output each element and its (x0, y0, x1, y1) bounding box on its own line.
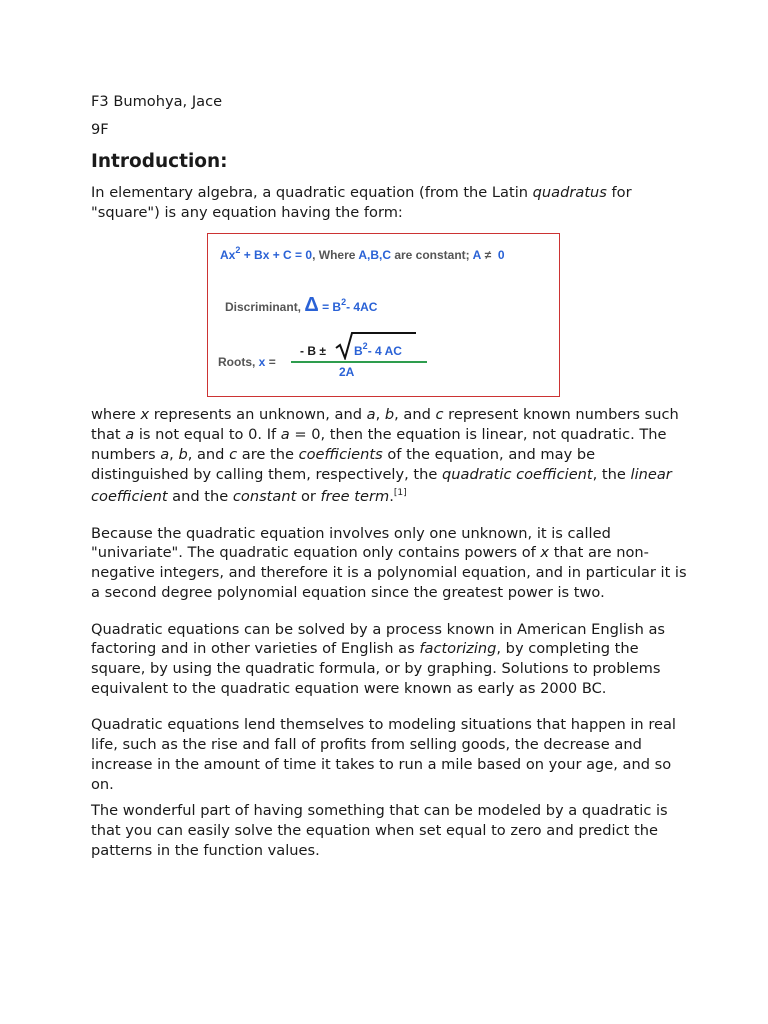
fraction-bar (291, 361, 427, 363)
var-c: c (435, 406, 444, 424)
radicand-rest: - 4 AC (367, 344, 402, 359)
var-a: a (160, 445, 170, 463)
term-quadratic-coefficient: quadratic coefficient (442, 465, 593, 483)
paragraph-univariate (91, 524, 691, 603)
text: , and (187, 445, 230, 463)
var-x: x (140, 406, 150, 424)
formula-not-equal: ≠ (484, 248, 492, 263)
text: is not equal to 0. If (134, 426, 281, 444)
text: and the (167, 488, 233, 506)
roots-label: Roots, (218, 355, 259, 370)
text: , (375, 406, 385, 424)
var-b: b (384, 406, 395, 424)
formula-where: , Where (312, 248, 359, 263)
intro-latin-word: quadratus (532, 184, 607, 201)
var-a: a (280, 426, 290, 444)
text: Quadratic equations can be solved by a process known in American English as factoring and in other varieties of English as (91, 620, 666, 658)
text: . (389, 488, 394, 506)
text: = 0, then the equation is linear, not quadratic. The numbers (91, 426, 667, 463)
text: , by completing the square, by using the quadratic formula, or by graphing. Solutions to problems equivalent to the quadratic equation were known as early as 2000 BC. (91, 640, 661, 697)
class-code: 9F (91, 121, 109, 138)
formula-abc: A,B,C (358, 248, 391, 263)
paragraph-conclusion: The wonderful part of having something that can be modeled by a quadratic is that you can easily solve the equation when set equal to zero and predict the patterns in the function values. (91, 802, 668, 859)
term-linear-coefficient: linear coefficient (91, 465, 672, 506)
formula-a: A (472, 248, 482, 263)
text: represents an unknown, and (149, 406, 367, 424)
text: represent known numbers such that (91, 406, 679, 444)
document-body (91, 92, 691, 860)
discriminant-label: Discriminant, (225, 300, 305, 315)
text: , the (592, 465, 631, 483)
delta-symbol: Δ (304, 294, 319, 317)
citation-ref[interactable]: [1] (393, 488, 407, 499)
formula-zero: 0 (497, 248, 505, 263)
quadratic-formula-image (207, 233, 560, 397)
text: are the (237, 445, 299, 463)
roots-x: x (258, 355, 266, 370)
text: , and (394, 406, 436, 424)
formula-discriminant (225, 294, 377, 317)
term-constant: constant (232, 488, 297, 506)
intro-text-end: for "square") is any equation having the form: (91, 184, 632, 221)
var-a: a (125, 426, 135, 444)
formula-roots-label (218, 355, 276, 369)
discriminant-eq: = B (318, 300, 342, 315)
radicand-exponent: 2 (362, 341, 368, 352)
paragraph-solving (91, 620, 691, 699)
var-a: a (366, 406, 376, 424)
text: that are non-negative integers, and therefore it is a polynomial equation, and in particular it is a second degree polynomial equation since the greatest power is two. (91, 544, 687, 601)
roots-denominator: 2A (339, 365, 355, 380)
section-heading: Introduction: (91, 151, 228, 172)
formula-ax-exponent: 2 (235, 245, 241, 256)
roots-numerator-prefix: - B ± (300, 344, 326, 359)
text: of the equation, and may be distinguished by calling them, respectively, the (91, 445, 596, 483)
paragraph-definitions (91, 405, 691, 506)
var-c: c (229, 445, 238, 463)
roots-eq: = (265, 355, 276, 370)
paragraph-modeling: Quadratic equations lend themselves to modeling situations that happen in real life, such as the rise and fall of profits from selling goods, the decrease and increase in the amount of time it takes to run a mile based on your age, and so on. (91, 716, 676, 793)
text: or (296, 488, 321, 506)
intro-text: In elementary algebra, a quadratic equation (from the Latin (91, 184, 533, 201)
term-coefficients: coefficients (298, 445, 383, 463)
formula-figure (91, 229, 691, 405)
text: where (91, 406, 141, 424)
formula-ax: Ax (220, 248, 236, 263)
var-b: b (178, 445, 188, 463)
text: Because the quadratic equation involves only one unknown, it is called "univariate". The quadratic equation only contains powers of (91, 524, 611, 562)
radicand-b: B (354, 344, 363, 359)
discriminant-rest: - 4AC (346, 300, 378, 315)
text: , (169, 445, 179, 463)
formula-general-form (220, 245, 505, 263)
formula-are-constant: are constant; (390, 248, 473, 263)
formula-terms: + Bx + C = 0 (240, 248, 313, 263)
intro-paragraph (91, 183, 691, 222)
term-free-term: free term (320, 488, 390, 506)
discriminant-exponent: 2 (341, 297, 347, 308)
var-x: x (540, 544, 550, 562)
term-factorizing: factorizing (419, 640, 497, 658)
student-name: F3 Bumohya, Jace (91, 93, 223, 110)
radicand (354, 341, 402, 359)
